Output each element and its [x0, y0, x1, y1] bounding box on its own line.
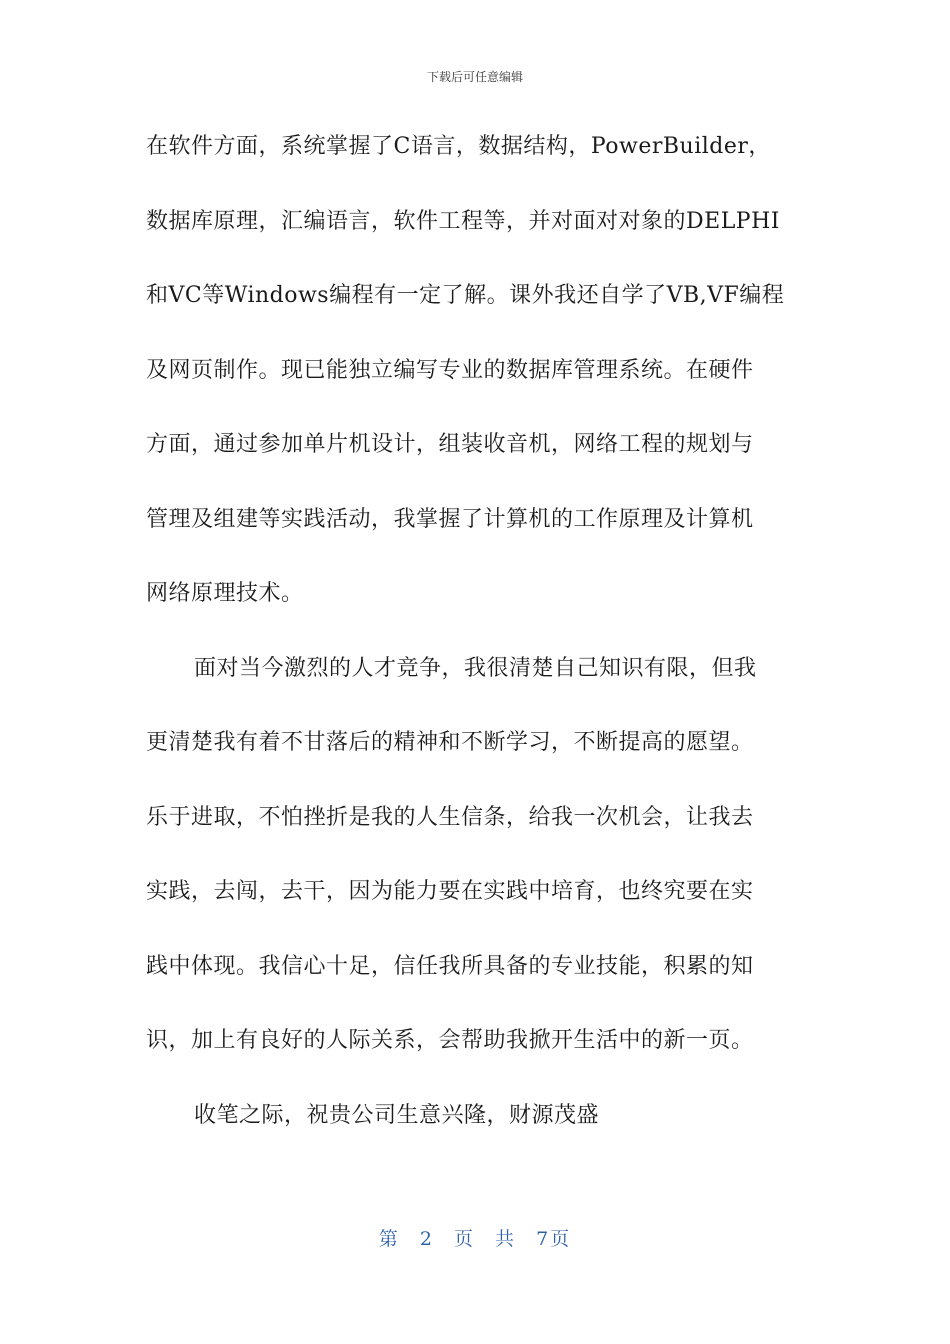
- footer-page-word: 页: [453, 1228, 475, 1250]
- body-line: 更清楚我有着不甘落后的精神和不断学习，不断提高的愿望。: [146, 730, 754, 755]
- body-line: 和VC等Windows编程有一定了解。课外我还自学了VB,VF编程: [146, 283, 785, 308]
- body-line: 乐于进取，不怕挫折是我的人生信条，给我一次机会，让我去: [146, 804, 754, 830]
- body-line: 实践，去闯，去干，因为能力要在实践中培育，也终究要在实: [146, 879, 754, 904]
- page-header: 下载后可任意编辑: [426, 70, 523, 84]
- body-line: 收笔之际，祝贵公司生意兴隆，财源茂盛: [194, 1102, 600, 1128]
- body-line: 识，加上有良好的人际关系，会帮助我掀开生活中的新一页。: [146, 1028, 754, 1053]
- document-body: [146, 122, 806, 1165]
- footer-total-prefix: 共: [495, 1228, 517, 1250]
- footer-total-pages: 7页: [536, 1228, 572, 1250]
- body-line: 管理及组建等实践活动，我掌握了计算机的工作原理及计算机: [146, 506, 754, 532]
- body-line: 及网页制作。现已能独立编写专业的数据库管理系统。在硬件: [146, 357, 754, 383]
- footer-prefix: 第: [378, 1228, 400, 1250]
- footer-page-number: 2: [419, 1228, 434, 1250]
- body-line: 网络原理技术。: [146, 581, 304, 606]
- body-line: 方面，通过参加单片机设计，组装收音机，网络工程的规划与: [146, 432, 754, 457]
- body-line: 在软件方面，系统掌握了C语言，数据结构，PowerBuilder，: [146, 134, 771, 159]
- body-line: 践中体现。我信心十足，信任我所具备的专业技能，积累的知: [146, 953, 754, 979]
- body-line: 面对当今激烈的人才竞争，我很清楚自己知识有限，但我: [194, 655, 757, 681]
- page-footer: [0, 1224, 950, 1251]
- body-line: 数据库原理，汇编语言，软件工程等，并对面对对象的DELPHI: [146, 208, 780, 234]
